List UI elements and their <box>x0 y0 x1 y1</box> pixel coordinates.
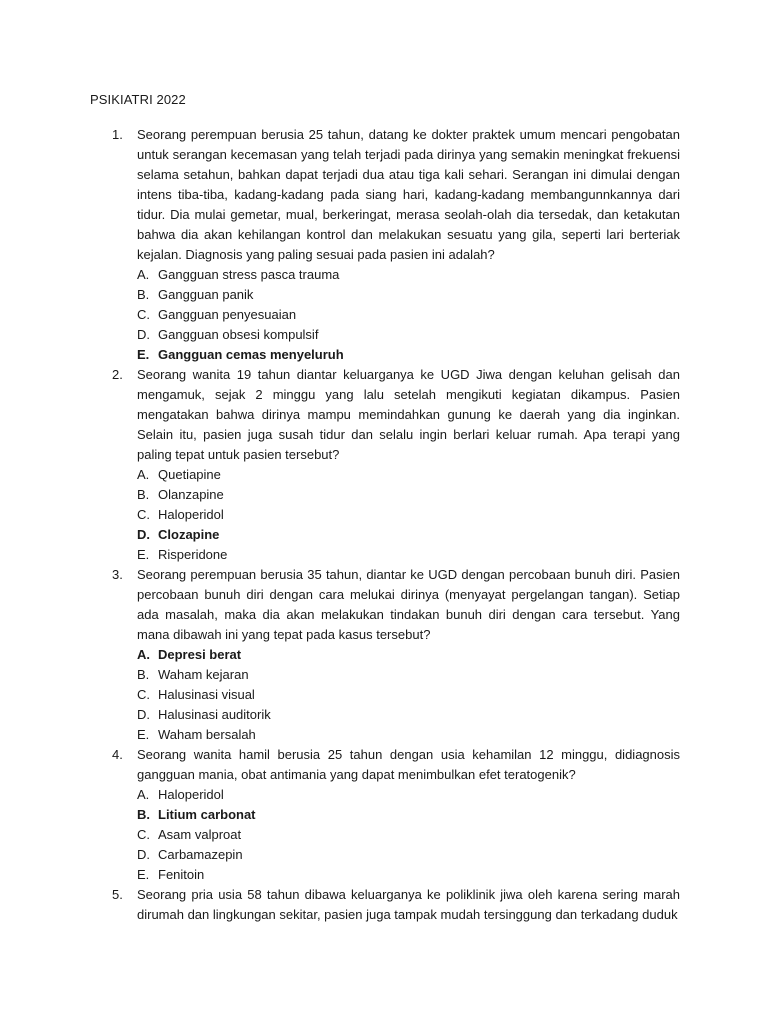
option-text: Quetiapine <box>158 467 221 482</box>
option-letter: C. <box>137 307 150 322</box>
option-letter: B. <box>137 807 150 822</box>
answer-option <box>137 825 680 845</box>
option-text: Gangguan cemas menyeluruh <box>158 347 344 362</box>
question-number: 5. <box>112 887 123 902</box>
option-text: Depresi berat <box>158 647 242 662</box>
answer-option <box>137 305 680 325</box>
option-text: Haloperidol <box>158 787 224 802</box>
option-text: Halusinasi auditorik <box>158 707 271 722</box>
answer-option <box>137 325 680 345</box>
option-letter: B. <box>137 287 150 302</box>
option-letter: D. <box>137 847 150 862</box>
option-letter: E. <box>137 547 150 562</box>
answer-option <box>137 505 680 525</box>
answer-option <box>137 265 680 285</box>
question-text: Seorang perempuan berusia 35 tahun, diantar ke UGD dengan percobaan bunuh diri. Pasien percobaan bunuh diri dengan cara melukai dirinya (menyayat pergelangan tangan). Setiap ada masalah, maka dia akan melakukan tindakan bunuh diri dengan cara tersebut. Yang mana dibawah ini yang tepat pada kasus tersebut? <box>137 567 680 642</box>
question-item <box>0 365 768 565</box>
option-letter: D. <box>137 527 150 542</box>
option-letter: A. <box>137 467 150 482</box>
question-text: Seorang pria usia 58 tahun dibawa keluarganya ke poliklinik jiwa oleh karena sering marah dirumah dan lingkungan sekitar, pasien juga tampak mudah tersinggung dan terkadang duduk <box>137 887 680 922</box>
option-list <box>137 465 680 565</box>
answer-option <box>137 345 680 365</box>
option-text: Haloperidol <box>158 507 224 522</box>
option-letter: C. <box>137 827 150 842</box>
option-list <box>137 265 680 365</box>
answer-option <box>137 785 680 805</box>
option-letter: E. <box>137 867 150 882</box>
question-text: Seorang wanita 19 tahun diantar keluarganya ke UGD Jiwa dengan keluhan gelisah dan mengamuk, sejak 2 minggu yang lalu setelah mengikuti kegiatan dikampus. Pasien mengatakan bahwa dirinya mampu memindahkan gunung ke daerah yang dia inginkan. Selain itu, pasien juga susah tidur dan selalu ingin berlari keluar rumah. Apa terapi yang paling tepat untuk pasien tersebut? <box>137 367 680 462</box>
answer-option <box>137 845 680 865</box>
answer-option <box>137 285 680 305</box>
option-letter: A. <box>137 787 150 802</box>
option-text: Clozapine <box>158 527 220 542</box>
question-item <box>0 125 768 365</box>
option-letter: A. <box>137 267 150 282</box>
answer-option <box>137 665 680 685</box>
option-text: Risperidone <box>158 547 228 562</box>
option-list <box>137 785 680 885</box>
option-text: Waham bersalah <box>158 727 256 742</box>
question-item <box>0 565 768 745</box>
answer-option <box>137 465 680 485</box>
option-text: Carbamazepin <box>158 847 243 862</box>
option-letter: C. <box>137 687 150 702</box>
question-number: 4. <box>112 747 123 762</box>
option-text: Olanzapine <box>158 487 224 502</box>
question-text: Seorang wanita hamil berusia 25 tahun dengan usia kehamilan 12 minggu, didiagnosis gangguan mania, obat antimania yang dapat menimbulkan efet teratogenik? <box>137 747 680 782</box>
question-list <box>0 125 768 925</box>
option-letter: E. <box>137 347 150 362</box>
answer-option <box>137 865 680 885</box>
option-letter: A. <box>137 647 150 662</box>
option-letter: B. <box>137 487 150 502</box>
option-text: Asam valproat <box>158 827 242 842</box>
option-text: Gangguan stress pasca trauma <box>158 267 340 282</box>
option-text: Litium carbonat <box>158 807 256 822</box>
question-item <box>0 745 768 885</box>
question-number: 2. <box>112 367 123 382</box>
option-letter: C. <box>137 507 150 522</box>
answer-option <box>137 645 680 665</box>
option-letter: E. <box>137 727 150 742</box>
option-text: Waham kejaran <box>158 667 249 682</box>
question-item <box>0 885 768 925</box>
answer-option <box>137 545 680 565</box>
option-text: Gangguan obsesi kompulsif <box>158 327 319 342</box>
option-text: Fenitoin <box>158 867 205 882</box>
question-number: 1. <box>112 127 123 142</box>
answer-option <box>137 685 680 705</box>
option-text: Gangguan panik <box>158 287 254 302</box>
document-title: PSIKIATRI 2022 <box>90 92 186 107</box>
option-letter: D. <box>137 327 150 342</box>
answer-option <box>137 725 680 745</box>
answer-option <box>137 485 680 505</box>
answer-option <box>137 525 680 545</box>
answer-option <box>137 805 680 825</box>
option-text: Halusinasi visual <box>158 687 255 702</box>
question-number: 3. <box>112 567 123 582</box>
option-letter: D. <box>137 707 150 722</box>
option-letter: B. <box>137 667 150 682</box>
option-text: Gangguan penyesuaian <box>158 307 297 322</box>
question-text: Seorang perempuan berusia 25 tahun, datang ke dokter praktek umum mencari pengobatan untuk serangan kecemasan yang telah terjadi pada dirinya yang semakin meningkat frekuensi selama setahun, bahkan dapat terjadi dua atau tiga kali sehari. Serangan ini dimulai dengan intens tiba-tiba, kadang-kadang pada siang hari, kadang-kadang membangunnkannya dari tidur. Dia mulai gemetar, mual, berkeringat, merasa seolah-olah dia tersedak, dan ketakutan bahwa dia akan kehilangan kontrol dan melakukan sesuatu yang gila, seperti lari berteriak kejalan. Diagnosis yang paling sesuai pada pasien ini adalah? <box>137 127 680 262</box>
answer-option <box>137 705 680 725</box>
option-list <box>137 645 680 745</box>
